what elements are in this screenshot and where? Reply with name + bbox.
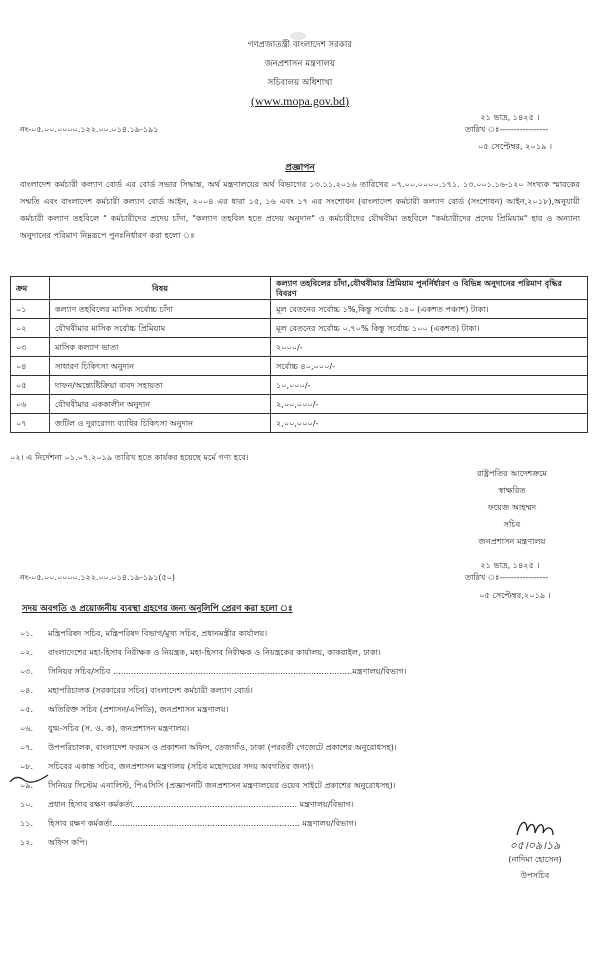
copy-distribution-list: [20, 624, 490, 852]
list-item-text: অফিস কপি।: [48, 837, 88, 848]
list-item: [20, 795, 490, 814]
cell-serial: ০৪: [11, 357, 50, 376]
list-item-text: হিসাব রক্ষণ কর্মকর্তা......................................................................... মন্ত্রণালয়/বিভাগ।: [48, 818, 357, 829]
column-header-subject: বিষয়: [50, 277, 271, 300]
list-item-text: প্রধান হিসাব রক্ষণ কর্মকর্তা................................................................ মন্ত্রণালয়/বিভাগ।: [48, 799, 354, 810]
table-row: [11, 414, 588, 433]
cell-subject: মাসিক কল্যাণ ভাতা: [50, 338, 271, 357]
list-item: [20, 624, 490, 643]
cell-details: ১০,০০০/-: [271, 376, 588, 395]
list-item-number: ১০.: [20, 799, 34, 810]
signatory1-name: ফয়েজ আহম্মদ: [487, 502, 537, 512]
list-item-text: মন্ত্রিপরিষদ সচিব, মন্ত্রিপরিষদ বিভাগ/মুখ্য সচিব, প্রধানমন্ত্রীর কার্যালয়।: [48, 628, 268, 639]
column-header-serial: ক্রম: [11, 277, 50, 300]
memo2-date-english: ০৫ সেপ্টেম্বর,২০১৯ ।: [479, 590, 551, 600]
table-header-row: [11, 277, 588, 300]
cell-details: সর্বোচ্চ ৪০,০০০/-: [271, 357, 588, 376]
list-item-text: সচিবের একান্ত সচিব, জনপ্রশাসন মন্ত্রণালয় (সচিব মহোদয়ের সদয় অবগতির জন্য)।: [48, 761, 314, 772]
list-item-text: যুগ্ম-সচিব (স. ও. ক), জনপ্রশাসন মন্ত্রণালয়।: [48, 723, 190, 734]
list-item: [20, 738, 490, 757]
list-item: [20, 833, 490, 852]
table-row: [11, 319, 588, 338]
list-item-number: ০৯.: [20, 780, 34, 791]
pen-mark-annotation: [8, 772, 50, 786]
memo2-number: নং-০৫.০০.০০০০.১২২.০০.০১৪.১৯-১৯১(৫০): [20, 573, 176, 582]
header-ministry: জনপ্রশাসন মন্ত্রণালয়: [264, 59, 336, 69]
list-item-text: সিনিয়র সচিব/সচিব .............................................................................................মন্ত্রণালয়/বিভাগ।: [48, 666, 407, 677]
government-emblem: [290, 32, 306, 40]
cell-details: মূল বেতনের সর্বোচ্চ ০.৭০% কিন্তু সর্বোচ্চ ১০০ (একশত) টাকা।: [271, 319, 588, 338]
table-row: [11, 395, 588, 414]
list-item: [20, 814, 490, 833]
signatory2-handwritten-date: ০৫।০৯।১৯: [509, 839, 561, 853]
signatory1-signed-line: স্বাক্ষরিত: [498, 485, 526, 495]
handwritten-signature: [513, 815, 557, 841]
memo1-date-english: ০৫ সেপ্টেম্বর, ২০১৯ ।: [477, 141, 553, 151]
signatory1-block: [432, 465, 592, 550]
cell-serial: ০১: [11, 300, 50, 319]
memo2-date-bangla: ২১ ভাদ্র, ১৪২৫ ।: [480, 560, 540, 570]
header-website-link[interactable]: (www.mopa.gov.bd): [250, 94, 350, 108]
list-item-number: ০৮.: [20, 761, 34, 772]
list-item-text: উপপরিচালক, বাংলাদেশ ফরমস ও প্রকাশনা অফিস, তেজগাঁও, ঢাকা (পরবর্তী গেজেটে প্রকাশের অনুরোধসহ)।: [48, 742, 397, 753]
cell-subject: জটিল ও দুরারোগ্য ব্যাধির চিকিৎসা অনুদান: [50, 414, 271, 433]
cell-details: ২০০০/-: [271, 338, 588, 357]
copy-distribution-title: সদয় অবগতি ও প্রয়োজনীয় ব্যবস্থা গ্রহণের জন্য অনুলিপি প্রেরণ করা হলো ঃ: [22, 604, 293, 614]
list-item-number: ১১.: [20, 818, 34, 829]
header-wing: সচিবালয় অধিশাখা: [267, 78, 333, 88]
list-item: [20, 662, 490, 681]
signatory1-ministry: জনপ্রশাসন মন্ত্রণালয়: [478, 536, 546, 546]
cell-subject: কল্যাণ তহবিলের মাসিক সর্বোচ্চ চাঁদা: [50, 300, 271, 319]
list-item-text: অতিরিক্ত সচিব (প্রশাসন/এপিডি), জনপ্রশাসন মন্ত্রণালয়।: [48, 704, 229, 715]
memo2-date-label: তারিখ ঃ-----------------: [465, 573, 549, 582]
effective-date-note: ০২। এ নির্দেশনা ০১.০৭.২০১৯ তারিখ হতে কার্যকর হয়েছে মর্মে গণ্য হবে।: [10, 452, 249, 462]
table-row: [11, 357, 588, 376]
cell-subject: যৌথবীমার মাসিক সর্বোচ্চ প্রিমিয়াম: [50, 319, 271, 338]
list-item: [20, 681, 490, 700]
list-item: [20, 776, 490, 795]
list-item-number: ০১.: [20, 628, 34, 639]
table-row: [11, 338, 588, 357]
signatory1-order-line: রাষ্ট্রপতির আদেশক্রমে: [477, 468, 547, 478]
list-item-number: ০৫.: [20, 704, 34, 715]
list-item-number: ০৬.: [20, 723, 34, 734]
signatory2-block: [480, 815, 590, 881]
cell-subject: যৌথবীমার এককালীন অনুদান: [50, 395, 271, 414]
table-row: [11, 376, 588, 395]
notice-title: প্রজ্ঞাপন: [285, 163, 315, 173]
list-item: [20, 643, 490, 662]
list-item: [20, 719, 490, 738]
memo1-date-label: তারিখ ঃ-----------------: [465, 125, 549, 134]
allocation-table: [10, 276, 588, 433]
list-item-text: সিনিয়র সিস্টেম এনালিস্ট, পিএসিসি (প্রজ্ঞাপনটি জনপ্রশাসন মন্ত্রণালয়ের ওয়েব সাইটে প্রকাশের অনুরোধসহ)।: [48, 780, 396, 791]
cell-serial: ০৫: [11, 376, 50, 395]
header-government: গণপ্রজাতন্ত্রী বাংলাদেশ সরকার: [247, 40, 353, 50]
table-row: [11, 300, 588, 319]
signatory2-designation: উপসচিব: [520, 870, 550, 881]
signatory1-designation: সচিব: [503, 519, 521, 529]
column-header-details: কল্যাণ তহবিলের চাঁদা,যৌথবীমার প্রিমিয়াম পুনর্নির্ধারণ ও বিভিন্ন অনুদানের পরিমাণ বৃদ্ধির বিবরণ: [271, 277, 588, 300]
list-item-number: ০৭.: [20, 742, 34, 753]
list-item-number: ০৪.: [20, 685, 34, 696]
list-item-text: বাংলাদেশের মহা-হিসাব নিরীক্ষক ও নিয়ন্ত্রক, মহা-হিসাব নিরীক্ষক ও নিয়ন্ত্রকের কার্যালয়, কাকরাইল, ঢাকা।: [48, 647, 381, 658]
cell-serial: ০২: [11, 319, 50, 338]
notice-body: বাংলাদেশ কর্মচারী কল্যাণ বোর্ড এর বোর্ড সভার সিদ্ধান্ত, অর্থ মন্ত্রণালয়ের অর্থ বিভাগের ১৩.১১.২০১৬ তারিখের ০৭.০০.০০০০.১৭১. ১৩.০০১.১৬-১২০ সংখ্যক স্মারকের সম্মতি এবং বাংলাদেশ কর্মচারী কল্যাণ বোর্ড আইন, ২০০৪ এর ধারা ১৫, ১৬ এবং ১৭ এর সংশোধন (বাংলাদেশ কর্মচারী কল্যাণ বোর্ড (সংশোধন) আইন,২০১৮),অনুযায়ী কর্মচারী কল্যাণ তহবিলে " কর্মচারীদের প্রদেয় চাঁদা, "কল্যাণ তহবিল হতে প্রদেয় অনুদান" ও কর্মচারীদের যৌথবীমা তহবিলে "কর্মচারীদের প্রদেয় প্রিমিয়াম" হার ও অন্যান্য অনুদানের পরিমাণ নিম্নরূপে পুনঃনির্ধারণ করা হলো ঃ: [20, 179, 580, 240]
list-item-number: ০৩.: [20, 666, 34, 677]
signatory2-name: (নাদিমা হোসেন): [508, 854, 562, 864]
cell-serial: ০৩: [11, 338, 50, 357]
list-item-number: ১২.: [20, 837, 34, 848]
list-item: [20, 757, 490, 776]
list-item: [20, 700, 490, 719]
cell-serial: ০৬: [11, 395, 50, 414]
memo1-date-bangla: ২১ ভাদ্র, ১৪২৫ ।: [480, 112, 540, 122]
cell-subject: দাফন/অন্ত্যেষ্টিক্রিয়া বাবদ সহায়তা: [50, 376, 271, 395]
cell-details: মূল বেতনের সর্বোচ্চ ১%,কিন্তু সর্বোচ্চ ১৫০ (একশত পঞ্চাশ) টাকা।: [271, 300, 588, 319]
cell-details: ২,০০,০০০/-: [271, 414, 588, 433]
list-item-text: মহাপরিচালক (সরকারের সচিব) বাংলাদেশ কর্মচারী কল্যাণ বোর্ড।: [48, 685, 253, 696]
cell-details: ২,০০,০০০/-: [271, 395, 588, 414]
cell-serial: ০৭: [11, 414, 50, 433]
memo1-number: নং-০৫.০০.০০০০.১২২.০০.০১৪.১৯-১৯১: [20, 125, 159, 134]
list-item-number: ০২.: [20, 647, 34, 658]
cell-subject: সাধারণ চিকিৎসা অনুদান: [50, 357, 271, 376]
